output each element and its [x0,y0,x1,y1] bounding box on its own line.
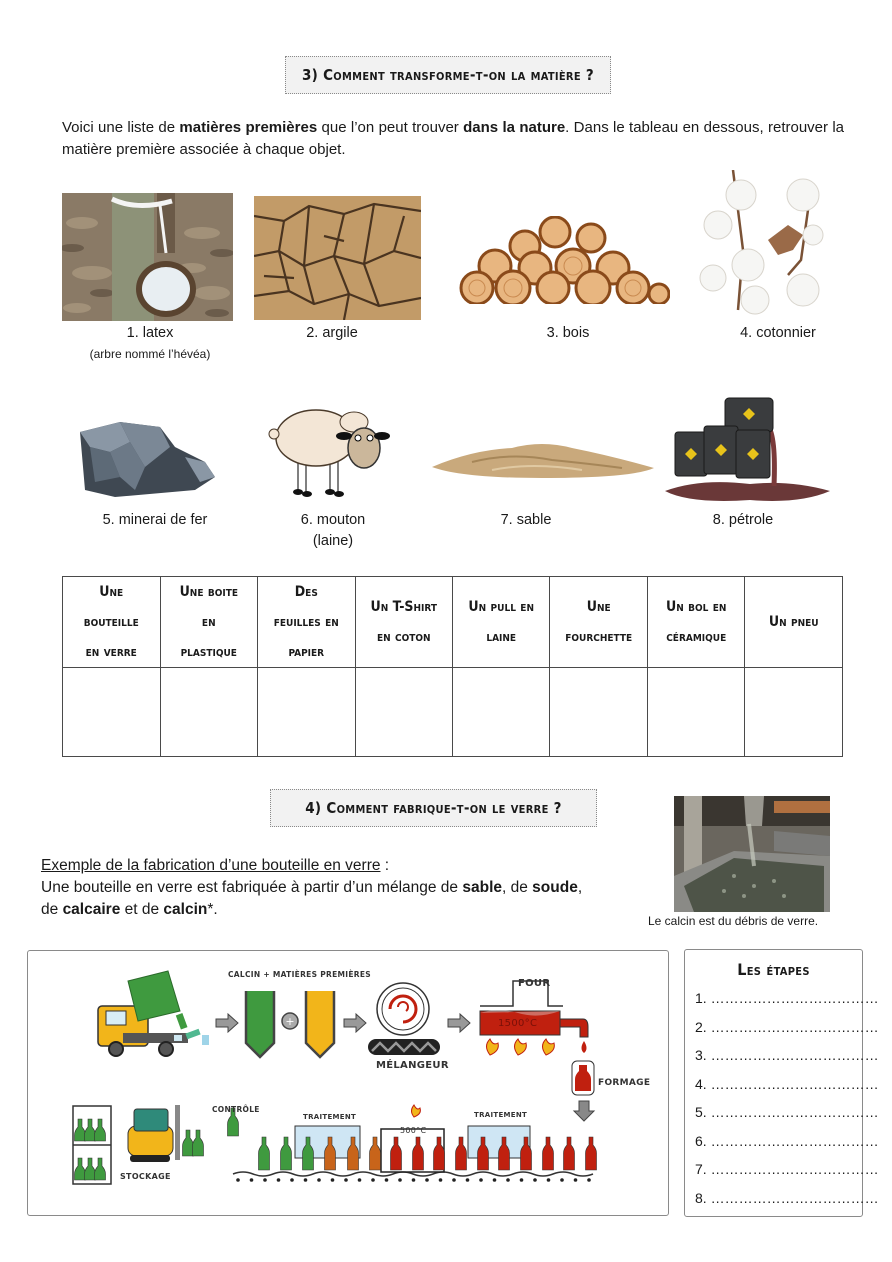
label-reheat-temp: 500°C [400,1126,427,1135]
answer-cell[interactable] [355,668,452,757]
label-raw-materials: CALCIN + MATIÈRES PREMIÈRES [228,970,371,979]
oil-barrels-icon [660,396,840,506]
table-header-cell: Une fourchette [550,577,648,668]
conveyor-roller [317,1178,321,1182]
sand-pile-icon [432,432,654,482]
steps-list [695,988,879,1216]
step-item[interactable]: 8. ……………………………… [695,1189,879,1206]
steps-box [684,949,879,1217]
conveyor-roller [344,1178,348,1182]
conveyor-roller [358,1178,362,1182]
bottle-icon [325,1137,336,1170]
conveyor-roller [412,1178,416,1182]
table-header-cell: Un pull en laine [452,577,549,668]
bottle-icon [85,1158,96,1180]
material-caption-7: 7. sable [500,512,552,528]
section-3-title-text: 3) Comment transforme-t-on la matière ? [301,66,595,84]
bottle-icon [478,1137,489,1170]
label-mixer: MÉLANGEUR [376,1060,449,1071]
step-item[interactable]: 7. ……………………………… [695,1161,879,1177]
bold-calcin: calcin [163,901,208,918]
material-sublabel: (arbre nommé l’hévéa) [89,347,211,361]
answer-cell[interactable] [258,668,355,757]
table-header-cell: Une boite en plastique [160,577,258,668]
conveyor-roller [506,1178,510,1182]
label-oven: FOUR [518,978,551,989]
table-header-cell: Un pneu [745,577,843,668]
log-pile-icon [455,216,670,304]
label-storage: STOCKAGE [120,1172,171,1181]
bold-soude: soude [532,879,578,896]
material-caption-3: 3. bois [546,325,590,341]
step-item[interactable]: 3. ……………………………… [695,1047,879,1063]
conveyor-roller [236,1178,240,1182]
bottle-icon [95,1158,106,1180]
material-label: 1. latex [126,325,174,341]
intro-bold-nature: dans la nature [463,119,566,136]
section-4-title-text: 4) Comment fabrique-t-on le verre ? [305,799,562,817]
conveyor-roller [331,1178,335,1182]
example-line-1: Une bouteille en verre est fabriquée à partir d’un mélange de sable, de soude, [41,879,583,896]
conveyor-roller [263,1178,267,1182]
example-heading: Exemple de la fabrication d’une bouteille en verre [41,857,381,874]
bottle-icon [391,1137,402,1170]
conveyor-roller [277,1178,281,1182]
conveyor-roller [533,1178,537,1182]
material-caption-2: 2. argile [306,325,358,341]
svg-text:+: + [285,1015,295,1028]
bottle-icon [281,1137,292,1170]
material-caption-1 [80,323,220,365]
conveyor-roller [398,1178,402,1182]
bold-calcaire: calcaire [62,901,121,918]
bottle-icon [303,1137,314,1170]
conveyor-roller [250,1178,254,1182]
conveyor-roller [587,1178,591,1182]
bottle-icon [413,1137,424,1170]
iron-ore-rock-icon [75,412,215,500]
answer-cell[interactable] [647,668,745,757]
conveyor-roller [425,1178,429,1182]
material-sublabel: (laine) [312,533,354,549]
material-caption-4: 4. cotonnier [740,325,816,341]
table-header-row [63,577,843,668]
bottle-icon [499,1137,510,1170]
step-item[interactable]: 1. ……………………………… [695,990,879,1006]
step-item[interactable]: 5. ……………………………… [695,1104,879,1120]
conveyor-roller [493,1178,497,1182]
conveyor-roller [439,1178,443,1182]
intro-paragraph [62,117,844,161]
glass-process-diagram [27,950,669,1216]
answer-cell[interactable] [160,668,258,757]
table-answer-row [63,668,843,757]
label-control: CONTRÔLE [212,1105,260,1114]
section-4-title [270,789,597,827]
conveyor-roller [560,1178,564,1182]
cracked-clay-photo [254,196,421,320]
bottle-icon [370,1137,381,1170]
bottle-icon [543,1137,554,1170]
answer-cell[interactable] [452,668,549,757]
bottle-icon [348,1137,359,1170]
conveyor-roller [466,1178,470,1182]
table-header-cell: Une bouteille en verre [63,577,161,668]
example-line-2: de calcaire et de calcin*. [41,901,218,918]
bottle-icon [564,1137,575,1170]
bottle-icon [75,1119,86,1141]
conveyor-roller [371,1178,375,1182]
matching-table [62,576,843,757]
label-oven-temp: 1500°C [498,1018,538,1029]
bottle-icon [193,1130,204,1156]
answer-cell[interactable] [550,668,648,757]
label-forming: FORMAGE [598,1078,651,1088]
label-treatment-1: TRAITEMENT [303,1113,357,1121]
calcin-photo [674,796,830,912]
material-caption-5: 5. minerai de fer [102,512,208,528]
table-header-cell: Des feuilles en papier [258,577,355,668]
conveyor-roller [385,1178,389,1182]
conveyor-roller [290,1178,294,1182]
conveyor-roller [520,1178,524,1182]
answer-cell[interactable] [63,668,161,757]
material-label: 6. mouton [300,512,366,528]
bottle-icon [183,1130,194,1156]
cotton-plant-icon [693,170,831,318]
bold-sable: sable [462,879,502,896]
section-3-title [285,56,611,94]
conveyor-roller [547,1178,551,1182]
intro-text: que l’on peut trouver [317,119,464,136]
bottle-icon [521,1137,532,1170]
conveyor-roller [452,1178,456,1182]
sheep-icon [268,400,393,500]
table-header-cell: Un bol en céramique [647,577,745,668]
steps-title: Les étapes [737,960,810,979]
intro-text: . Dans le tableau en dessous, retrouver la matière première associée à chaque objet. [62,119,845,158]
label-treatment-2: TRAITEMENT [474,1111,528,1119]
step-item[interactable]: 2. ……………………………… [695,1018,879,1035]
calcin-caption: Le calcin est du débris de verre. [648,914,819,928]
latex-tree-photo [62,193,233,321]
bottle-icon [434,1137,445,1170]
bottle-icon [586,1137,597,1170]
bottle-icon [456,1137,467,1170]
step-item[interactable]: 4. ……………………………… [695,1075,879,1092]
intro-bold-raw-materials: matières premières [179,119,318,136]
material-caption-6 [273,510,393,552]
bottle-icon [75,1158,86,1180]
step-item[interactable]: 6. ……………………………… [695,1132,879,1149]
material-caption-8: 8. pétrole [712,512,774,528]
answer-cell[interactable] [745,668,843,757]
bottle-icon [259,1137,270,1170]
conveyor-roller [479,1178,483,1182]
table-header-cell: Un T-Shirt en coton [355,577,452,668]
bottle-icon [95,1119,106,1141]
glass-example: Exemple de la fabrication d’une bouteille en verre : Une bouteille en verre est fabriquée à partir d’un mélange de sable, de soude, de calcaire et de calcin*. [41,855,582,921]
conveyor-roller [574,1178,578,1182]
intro-text: Voici une liste de [62,119,180,136]
bottle-icon [85,1119,96,1141]
conveyor-roller [304,1178,308,1182]
